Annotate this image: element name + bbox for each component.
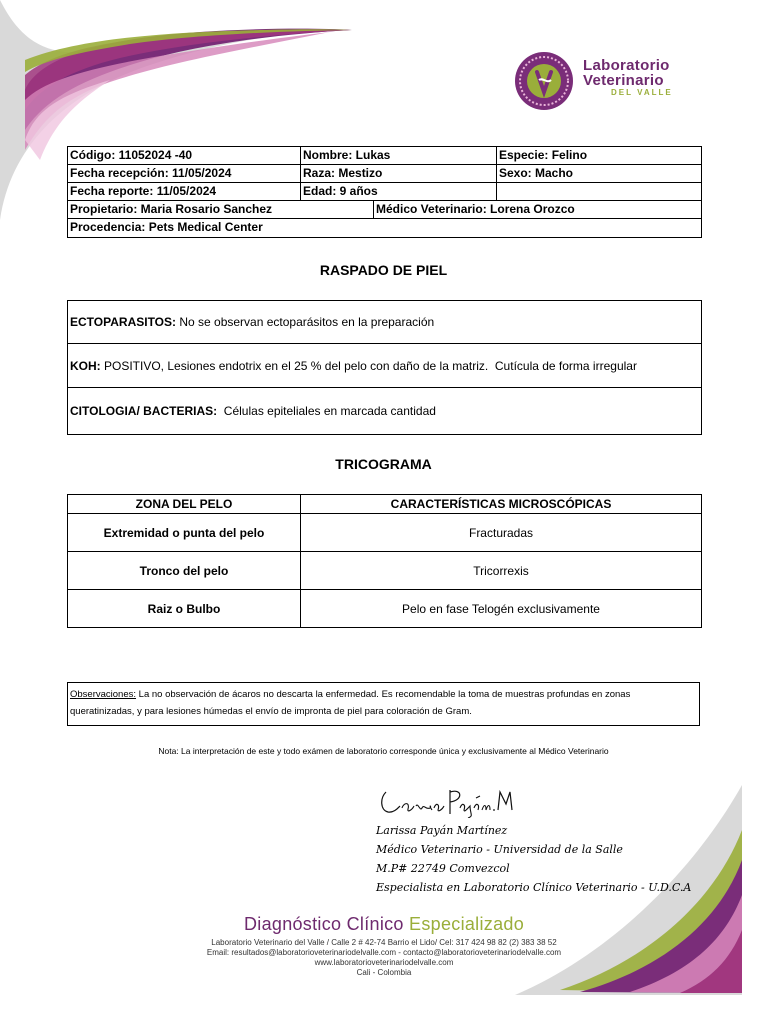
observaciones-label: Observaciones:	[70, 689, 137, 700]
signer-name: Larissa Payán Martínez	[376, 824, 508, 837]
signer-details	[376, 821, 691, 897]
tricograma-row	[68, 514, 701, 552]
tricograma-row	[68, 590, 701, 627]
tricograma-table	[67, 494, 702, 628]
raspado-label: ECTOPARASITOS:	[70, 315, 177, 329]
raspado-value: Células epiteliales en marcada cantidad	[217, 404, 436, 418]
logo-line-veterinario: Veterinario	[583, 72, 664, 89]
raspado-label: KOH:	[70, 358, 101, 373]
info-row	[68, 165, 701, 183]
raza-cell: Raza: Mestizo	[301, 165, 497, 182]
codigo-cell: Código: 11052024 -40	[68, 147, 301, 164]
raspado-value: POSITIVO, Lesiones endotrix en el 25 % del pelo con daño de la matriz. Cutícula de forma irregular	[100, 358, 637, 373]
header-caracteristicas: CARACTERÍSTICAS MICROSCÓPICAS	[390, 497, 612, 511]
fecha-reporte-cell: Fecha reporte: 11/05/2024	[68, 183, 301, 200]
nota-text: Nota: La interpretación de este y todo exámen de laboratorio corresponde única y exclusivamente al Médico Veterinario	[158, 746, 609, 756]
info-row	[68, 219, 701, 237]
raspado-row	[68, 344, 701, 388]
footer-email: Email: resultados@laboratorioveterinariodelvalle.com - contacto@laboratorioveterinariodelvalle.com	[206, 948, 562, 957]
empty-cell	[497, 183, 699, 200]
propietario-cell: Propietario: Maria Rosario Sanchez	[68, 201, 374, 218]
caracteristica-cell: Fracturadas	[468, 525, 534, 540]
footer	[0, 914, 768, 978]
nombre-cell: Nombre: Lukas	[301, 147, 497, 164]
edad-cell: Edad: 9 años	[301, 183, 497, 200]
tricograma-title: TRICOGRAMA	[335, 456, 432, 472]
sexo-cell: Sexo: Macho	[499, 166, 574, 180]
info-row	[68, 201, 701, 219]
footer-title	[0, 914, 768, 935]
logo-line-laboratorio: Laboratorio	[583, 57, 670, 74]
info-row	[68, 183, 701, 201]
observaciones-text: La no observación de ácaros no descarta la enfermedad. Es recomendable la toma de muestras profundas en zonas queratinizadas, y para lesiones húmedas el envío de impronta de piel para coloración de Gram.	[70, 689, 631, 717]
info-row	[68, 147, 701, 165]
raspado-value: No se observan ectoparásitos en la preparación	[176, 315, 435, 329]
raspado-row	[68, 301, 701, 344]
footer-title-accent: Especializado	[409, 914, 525, 934]
footer-city: Cali - Colombia	[356, 968, 412, 977]
observaciones-box	[67, 682, 700, 726]
footer-title-main: Diagnóstico Clínico	[243, 914, 410, 934]
footer-address: Laboratorio Veterinario del Valle / Calle 2 # 42-74 Barrio el Lido/ Cel: 317 424 98 82 (2) 383 38 52	[211, 938, 557, 947]
caracteristica-cell: Tricorrexis	[473, 563, 529, 578]
tricograma-row	[68, 552, 701, 590]
fecha-recepcion-cell: Fecha recepción: 11/05/2024	[68, 165, 301, 182]
zona-cell: Raiz o Bulbo	[68, 590, 301, 627]
caracteristica-cell: Pelo en fase Telogén exclusivamente	[402, 601, 600, 616]
zona-cell: Extremidad o punta del pelo	[68, 514, 301, 551]
patient-info-table	[67, 146, 702, 238]
signer-especialidad: Especialista en Laboratorio Clínico Veterinario - U.D.C.A	[376, 881, 692, 894]
raspado-label: CITOLOGIA/ BACTERIAS:	[70, 404, 218, 418]
raspado-row	[68, 388, 701, 434]
logo-line-del-valle: DEL VALLE	[611, 88, 673, 97]
footer-web: www.laboratorioveterinariodelvalle.com	[314, 958, 454, 967]
medico-cell: Médico Veterinario: Lorena Orozco	[376, 202, 575, 216]
paw-emblem-icon	[513, 50, 575, 112]
especie-cell: Especie: Felino	[499, 148, 588, 162]
zona-cell: Tronco del pelo	[68, 552, 301, 589]
lab-logo	[513, 50, 723, 112]
tricograma-header-row	[68, 495, 701, 514]
signer-title: Médico Veterinario - Universidad de la Salle	[376, 843, 623, 856]
raspado-title: RASPADO DE PIEL	[319, 262, 448, 278]
handwritten-signature	[378, 786, 518, 818]
signer-registro: M.P# 22749 Comvezcol	[376, 862, 510, 875]
header-zona: ZONA DEL PELO	[68, 495, 301, 513]
raspado-table	[67, 300, 702, 435]
procedencia-cell: Procedencia: Pets Medical Center	[70, 220, 263, 234]
